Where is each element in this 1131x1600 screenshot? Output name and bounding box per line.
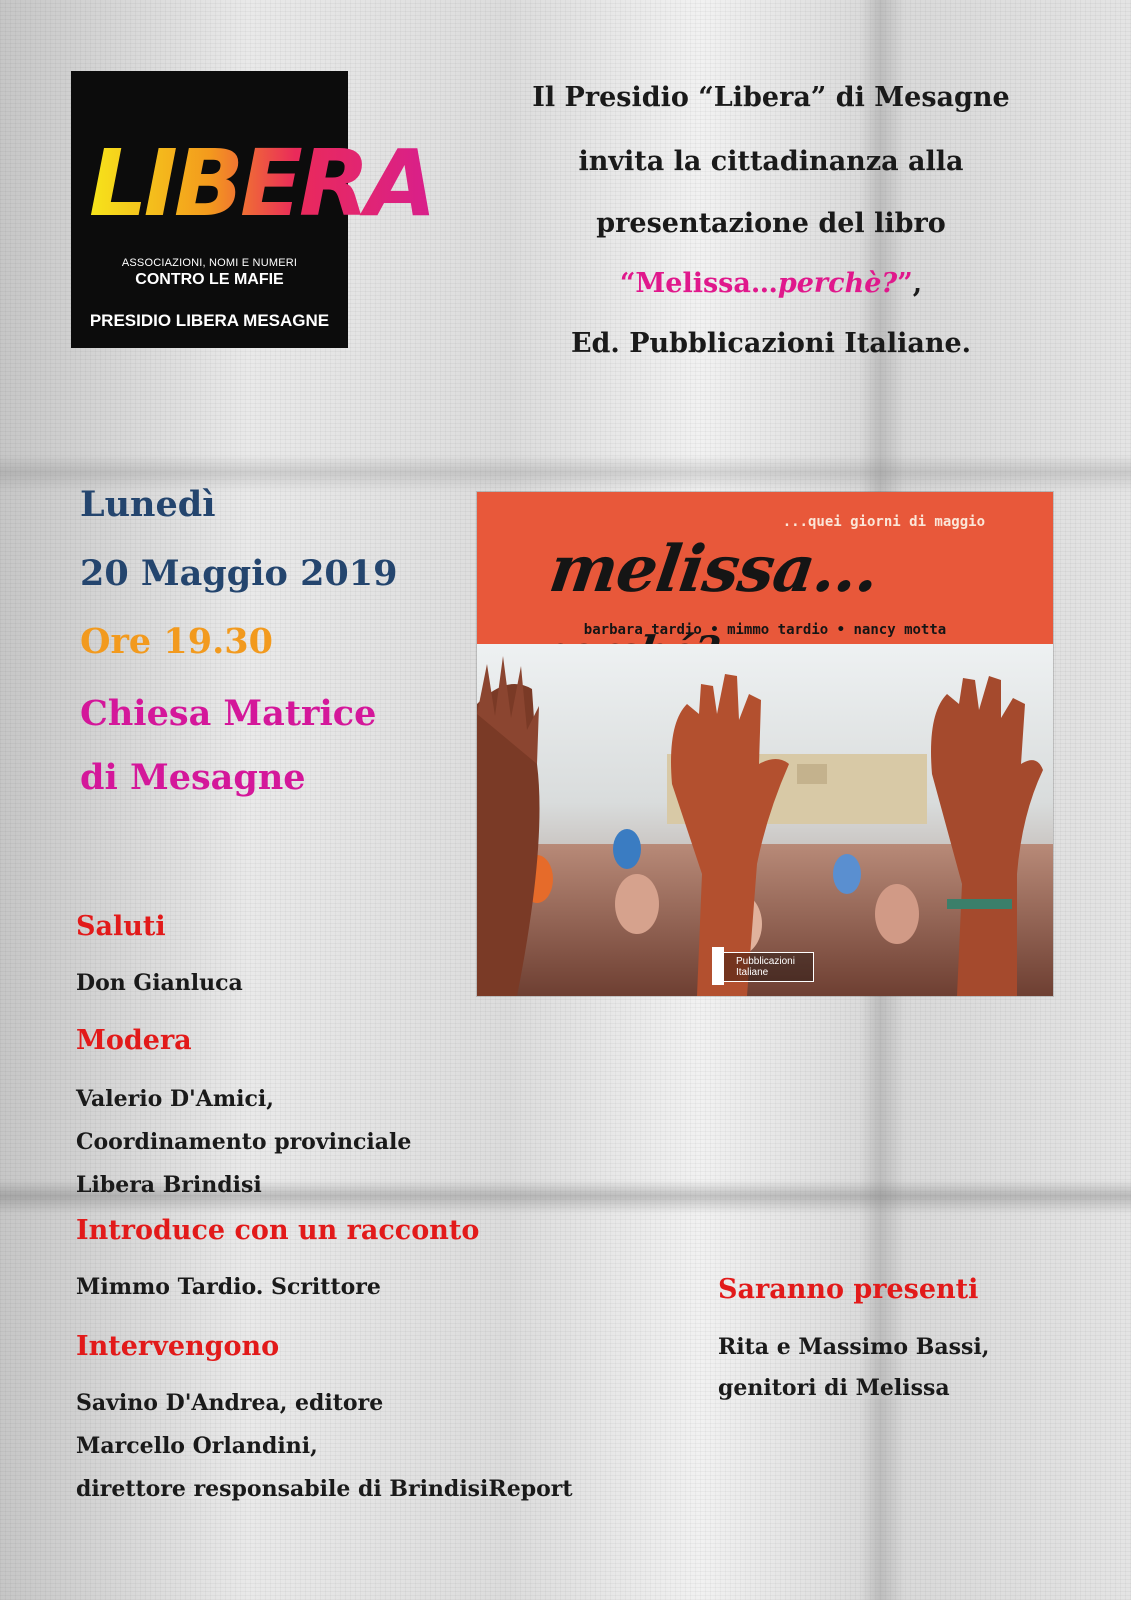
event-venue-line-1: Chiesa Matrice	[80, 693, 377, 734]
book-cover-authors: barbara tardio • mimmo tardio • nancy motta	[583, 622, 947, 638]
header-line-3: presentazione del libro	[596, 208, 946, 239]
logo-tagline: ASSOCIAZIONI, NOMI E NUMERI	[121, 257, 298, 269]
libera-wordmark-icon	[85, 130, 433, 237]
logo-tagline-2: CONTRO LE MAFIE	[135, 271, 284, 288]
saluti-name: Don Gianluca	[76, 970, 243, 996]
introduce-label: Introduce con un racconto	[76, 1215, 480, 1246]
libera-logo	[71, 71, 433, 348]
book-title-open: “Melissa…	[619, 268, 778, 299]
presenti-line-2: genitori di Melissa	[718, 1375, 950, 1401]
presenti-label: Saranno presenti	[718, 1274, 979, 1305]
raised-hands-photo	[477, 644, 1053, 996]
book-cover	[477, 492, 1053, 996]
svg-text:LIBERA: LIBERA	[89, 130, 433, 237]
event-time: Ore 19.30	[80, 621, 273, 662]
event-day: Lunedì	[80, 484, 216, 525]
intervengono-line-2: Marcello Orlandini,	[76, 1433, 318, 1459]
book-title-comma: ,	[912, 268, 923, 299]
invitation-header	[486, 84, 1056, 394]
publisher-logo: Pubblicazioni Italiane	[719, 952, 814, 982]
header-line-1: Il Presidio “Libera” di Mesagne	[532, 82, 1010, 113]
modera-line-1: Valerio D'Amici,	[76, 1086, 274, 1112]
book-cover-tagline: ...quei giorni di maggio	[782, 514, 985, 530]
introduce-name: Mimmo Tardio. Scrittore	[76, 1274, 381, 1300]
book-title-italic: perchè?	[777, 268, 898, 299]
modera-line-2: Coordinamento provinciale	[76, 1129, 412, 1155]
intervengono-line-3: direttore responsabile di BrindisiReport	[76, 1476, 573, 1502]
header-line-2: invita la cittadinanza alla	[578, 146, 964, 177]
intervengono-label: Intervengono	[76, 1331, 280, 1362]
saluti-label: Saluti	[76, 911, 166, 942]
logo-presidio: PRESIDIO LIBERA MESAGNE	[89, 311, 330, 330]
intervengono-line-1: Savino D'Andrea, editore	[76, 1390, 384, 1416]
modera-label: Modera	[76, 1025, 192, 1056]
header-book-title	[486, 270, 1056, 330]
event-date: 20 Maggio 2019	[80, 553, 398, 594]
header-line-5: Ed. Pubblicazioni Italiane.	[570, 328, 972, 359]
event-venue-line-2: di Mesagne	[80, 757, 306, 798]
book-cover-title: melissa...	[545, 532, 883, 607]
book-title-close: ”	[897, 268, 913, 299]
modera-line-3: Libera Brindisi	[76, 1172, 262, 1198]
presenti-line-1: Rita e Massimo Bassi,	[718, 1334, 990, 1360]
